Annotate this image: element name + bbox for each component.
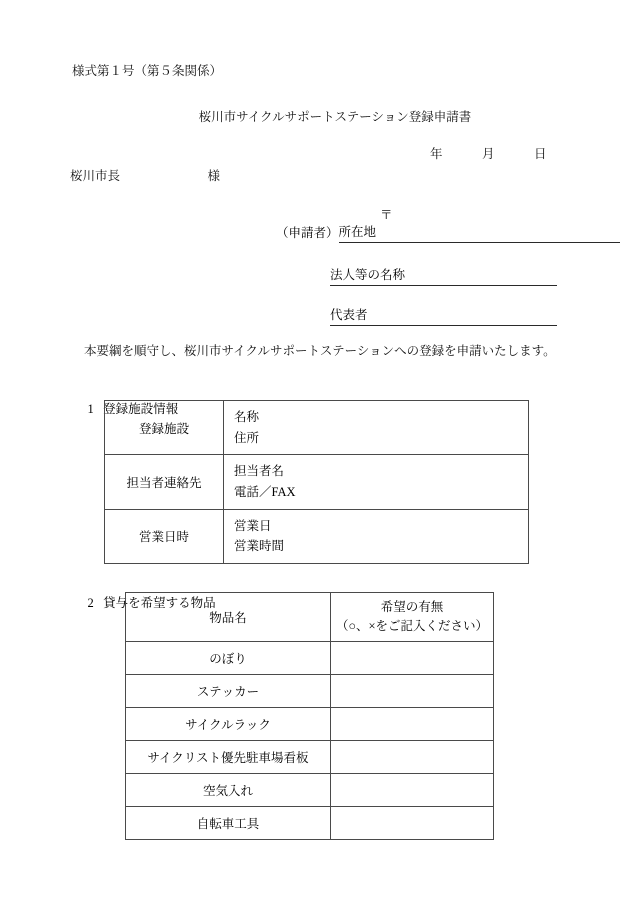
item-mark-cyclist-parking-sign[interactable] — [331, 740, 494, 773]
applicant-organization-field[interactable] — [330, 265, 557, 286]
facility-field-address: 住所 — [234, 430, 260, 445]
applicant-address-row — [276, 222, 620, 243]
applicant-organization-label: 法人等の名称 — [330, 268, 406, 282]
body-statement: 本要綱を順守し、桜川市サイクルサポートステーションへの登録を申請いたします。 — [84, 344, 556, 358]
hours-field-days: 営業日 — [234, 518, 272, 533]
table-header-row — [126, 593, 494, 642]
item-name-nobori: のぼり — [126, 641, 331, 674]
column-header-desired-line1: 希望の有無 — [380, 600, 444, 614]
date-line: 年 月 日 — [430, 147, 548, 161]
item-mark-nobori[interactable] — [331, 641, 494, 674]
facility-row-label: 登録施設 — [105, 401, 224, 455]
facility-info-table — [104, 400, 529, 564]
contact-row-value[interactable] — [224, 455, 529, 509]
column-header-desired-line2: （○、×をご記入ください） — [335, 618, 489, 633]
applicant-representative-label: 代表者 — [330, 308, 368, 322]
table-row — [126, 806, 494, 839]
item-name-cyclist-parking-sign: サイクリスト優先駐車場看板 — [126, 740, 331, 773]
hours-row-value[interactable] — [224, 509, 529, 563]
item-mark-air-pump[interactable] — [331, 773, 494, 806]
table-row — [126, 773, 494, 806]
column-header-item-name: 物品名 — [126, 593, 331, 642]
item-name-sticker: ステッカー — [126, 674, 331, 707]
section-1-number: 1 — [87, 402, 94, 416]
section-2-number: 2 — [87, 596, 94, 610]
contact-field-phone-fax: 電話／FAX — [234, 484, 296, 499]
facility-field-name: 名称 — [234, 410, 260, 424]
facility-row-value[interactable] — [224, 401, 529, 455]
item-mark-sticker[interactable] — [331, 674, 494, 707]
applicant-address-label: 所在地 — [338, 225, 377, 239]
contact-field-person: 担当者名 — [234, 464, 285, 479]
contact-row-label: 担当者連絡先 — [105, 455, 224, 509]
item-name-bicycle-tools: 自転車工具 — [126, 806, 331, 839]
column-header-desired — [331, 593, 494, 642]
applicant-organization-row — [330, 265, 557, 286]
item-name-cycle-rack: サイクルラック — [126, 707, 331, 740]
table-row — [126, 707, 494, 740]
postal-code-mark-icon: 〒 — [380, 208, 393, 222]
applicant-address-field[interactable] — [339, 222, 620, 243]
hours-field-time: 営業時間 — [234, 539, 285, 554]
hours-row-label: 営業日時 — [105, 509, 224, 563]
table-row — [105, 509, 529, 563]
requested-items-table — [125, 592, 494, 840]
applicant-prefix-label: （申請者） — [276, 226, 339, 240]
form-number: 様式第１号（第５条関係） — [72, 64, 223, 78]
table-row — [126, 674, 494, 707]
table-row — [105, 401, 529, 455]
table-row — [105, 455, 529, 509]
document-title: 桜川市サイクルサポートステーション登録申請書 — [198, 110, 472, 124]
addressee-line: 桜川市長 様 — [70, 169, 221, 183]
section-2-title: 貸与を希望する物品 — [103, 596, 216, 610]
item-mark-bicycle-tools[interactable] — [331, 806, 494, 839]
applicant-representative-row — [330, 305, 557, 326]
applicant-representative-field[interactable] — [330, 305, 557, 326]
table-row — [126, 740, 494, 773]
table-row — [126, 641, 494, 674]
item-mark-cycle-rack[interactable] — [331, 707, 494, 740]
item-name-air-pump: 空気入れ — [126, 773, 331, 806]
section-1-title: 登録施設情報 — [103, 402, 179, 416]
